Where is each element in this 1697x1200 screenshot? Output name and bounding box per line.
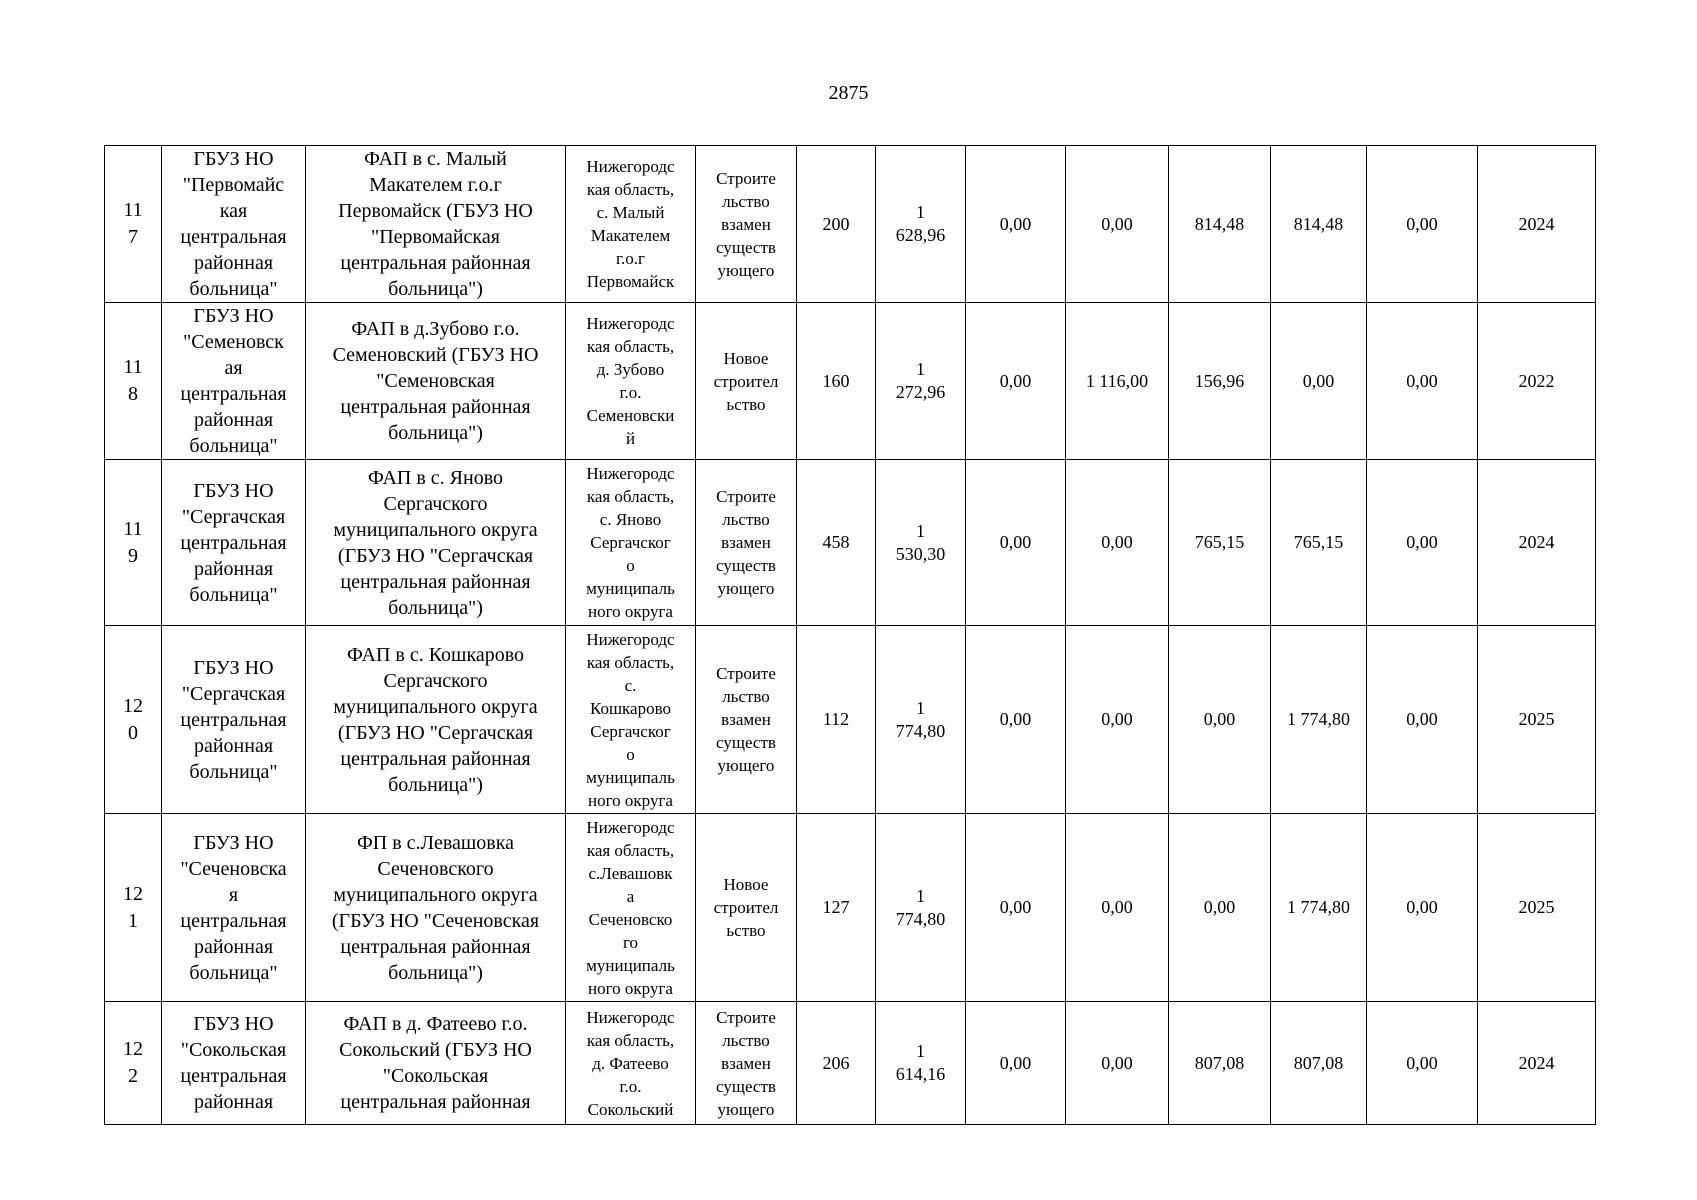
year-cell: 2024 (1478, 146, 1596, 303)
value-cell: 0,00 (1066, 146, 1169, 303)
address-cell: Нижегородс кая область, с. Яново Сергачског о муниципаль ного округа (566, 460, 696, 626)
table-row (105, 814, 1596, 1002)
value-cell: 765,15 (1271, 460, 1367, 626)
table-row (105, 1002, 1596, 1125)
value-cell: 0,00 (1066, 626, 1169, 814)
table-row (105, 146, 1596, 303)
organization-cell: ГБУЗ НО "Семеновск ая центральная районная больница" (162, 303, 306, 460)
value-cell: 0,00 (966, 1002, 1066, 1125)
year-cell: 2024 (1478, 460, 1596, 626)
value-cell: 807,08 (1169, 1002, 1271, 1125)
object-name-cell: ФАП в с. Малый Макателем г.о.г Первомайск (ГБУЗ НО "Первомайская центральная районная больница") (306, 146, 566, 303)
value-cell: 1 774,80 (1271, 626, 1367, 814)
value-cell: 1 116,00 (1066, 303, 1169, 460)
value-cell: 0,00 (1367, 814, 1478, 1002)
registry-table (104, 145, 1596, 1125)
table-row (105, 303, 1596, 460)
value-cell: 0,00 (1169, 626, 1271, 814)
year-cell: 2024 (1478, 1002, 1596, 1125)
organization-cell: ГБУЗ НО "Сергачская центральная районная больница" (162, 626, 306, 814)
row-number: 11 8 (105, 303, 162, 460)
value-cell: 0,00 (1367, 146, 1478, 303)
row-number: 12 1 (105, 814, 162, 1002)
row-number: 12 2 (105, 1002, 162, 1125)
construction-type-cell: Строите льство взамен существ ующего (696, 1002, 797, 1125)
capacity-cell: 200 (797, 146, 876, 303)
value-cell: 0,00 (1169, 814, 1271, 1002)
row-number: 11 7 (105, 146, 162, 303)
address-cell: Нижегородс кая область, с. Малый Макателем г.о.г Первомайск (566, 146, 696, 303)
total-cost-cell: 1 614,16 (876, 1002, 966, 1125)
object-name-cell: ФП в с.Левашовка Сеченовского муниципального округа (ГБУЗ НО "Сеченовская центральная районная больница") (306, 814, 566, 1002)
row-number: 11 9 (105, 460, 162, 626)
organization-cell: ГБУЗ НО "Первомайс кая центральная районная больница" (162, 146, 306, 303)
object-name-cell: ФАП в д. Фатеево г.о. Сокольский (ГБУЗ НО "Сокольская центральная районная (306, 1002, 566, 1125)
object-name-cell: ФАП в д.Зубово г.о. Семеновский (ГБУЗ НО "Семеновская центральная районная больница") (306, 303, 566, 460)
value-cell: 765,15 (1169, 460, 1271, 626)
object-name-cell: ФАП в с. Яново Сергачского муниципального округа (ГБУЗ НО "Сергачская центральная районная больница") (306, 460, 566, 626)
total-cost-cell: 1 774,80 (876, 626, 966, 814)
object-name-cell: ФАП в с. Кошкарово Сергачского муниципального округа (ГБУЗ НО "Сергачская центральная районная больница") (306, 626, 566, 814)
value-cell: 0,00 (1066, 460, 1169, 626)
value-cell: 0,00 (1367, 626, 1478, 814)
construction-type-cell: Новое строител ьство (696, 814, 797, 1002)
value-cell: 156,96 (1169, 303, 1271, 460)
address-cell: Нижегородс кая область, д. Фатеево г.о. Сокольский (566, 1002, 696, 1125)
year-cell: 2025 (1478, 814, 1596, 1002)
total-cost-cell: 1 774,80 (876, 814, 966, 1002)
value-cell: 1 774,80 (1271, 814, 1367, 1002)
total-cost-cell: 1 628,96 (876, 146, 966, 303)
capacity-cell: 458 (797, 460, 876, 626)
value-cell: 0,00 (1367, 303, 1478, 460)
value-cell: 814,48 (1271, 146, 1367, 303)
value-cell: 807,08 (1271, 1002, 1367, 1125)
year-cell: 2022 (1478, 303, 1596, 460)
address-cell: Нижегородс кая область, с. Кошкарово Сергачског о муниципаль ного округа (566, 626, 696, 814)
value-cell: 0,00 (966, 460, 1066, 626)
value-cell: 0,00 (1367, 460, 1478, 626)
value-cell: 0,00 (966, 146, 1066, 303)
construction-type-cell: Строите льство взамен существ ующего (696, 626, 797, 814)
table-row (105, 626, 1596, 814)
capacity-cell: 206 (797, 1002, 876, 1125)
total-cost-cell: 1 272,96 (876, 303, 966, 460)
construction-type-cell: Строите льство взамен существ ующего (696, 460, 797, 626)
address-cell: Нижегородс кая область, с.Левашовк а Сеченовско го муниципаль ного округа (566, 814, 696, 1002)
organization-cell: ГБУЗ НО "Сергачская центральная районная больница" (162, 460, 306, 626)
value-cell: 0,00 (966, 626, 1066, 814)
address-cell: Нижегородс кая область, д. Зубово г.о. Семеновски й (566, 303, 696, 460)
construction-type-cell: Строите льство взамен существ ующего (696, 146, 797, 303)
table-row (105, 460, 1596, 626)
value-cell: 0,00 (1066, 1002, 1169, 1125)
year-cell: 2025 (1478, 626, 1596, 814)
total-cost-cell: 1 530,30 (876, 460, 966, 626)
value-cell: 0,00 (966, 814, 1066, 1002)
capacity-cell: 112 (797, 626, 876, 814)
construction-type-cell: Новое строител ьство (696, 303, 797, 460)
organization-cell: ГБУЗ НО "Сокольская центральная районная (162, 1002, 306, 1125)
value-cell: 0,00 (1367, 1002, 1478, 1125)
value-cell: 0,00 (1066, 814, 1169, 1002)
row-number: 12 0 (105, 626, 162, 814)
value-cell: 0,00 (1271, 303, 1367, 460)
page-number: 2875 (828, 82, 869, 104)
organization-cell: ГБУЗ НО "Сеченовска я центральная районная больница" (162, 814, 306, 1002)
capacity-cell: 160 (797, 303, 876, 460)
value-cell: 0,00 (966, 303, 1066, 460)
value-cell: 814,48 (1169, 146, 1271, 303)
capacity-cell: 127 (797, 814, 876, 1002)
